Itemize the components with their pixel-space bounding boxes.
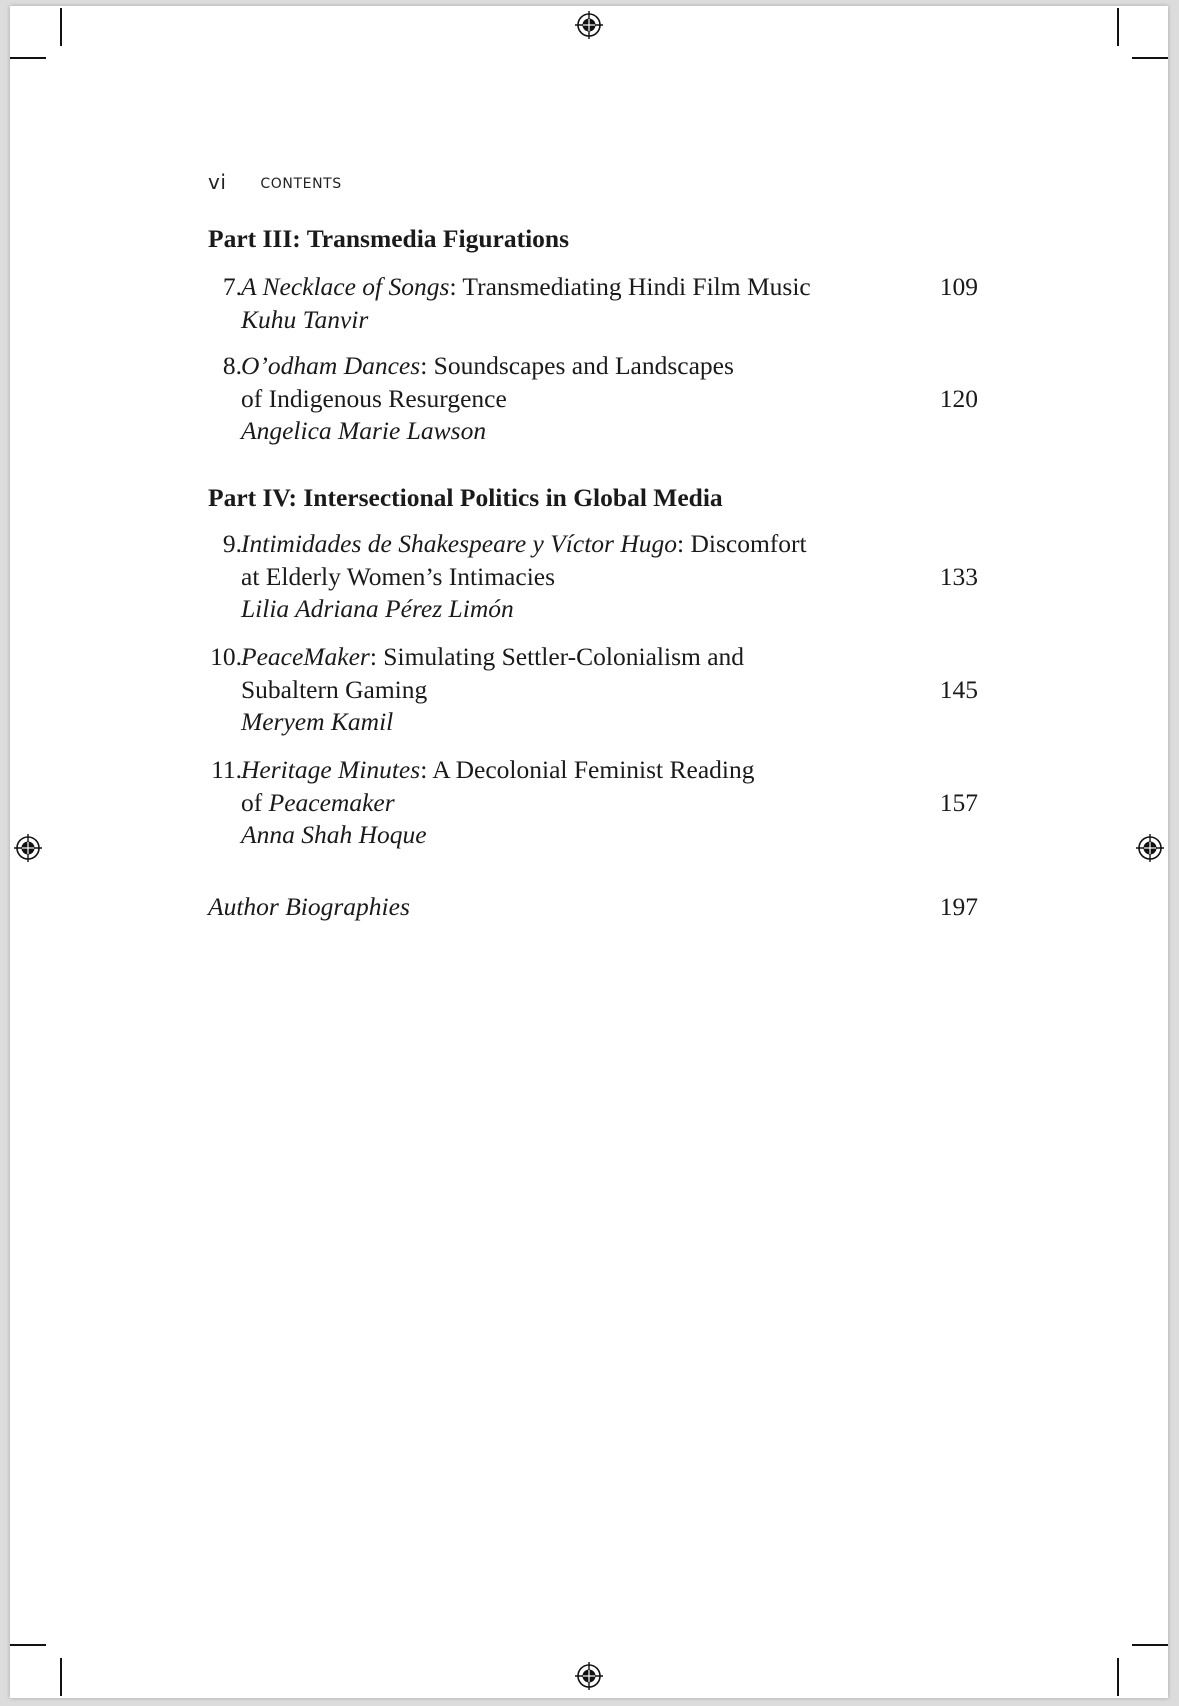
registration-mark-icon	[1135, 833, 1165, 863]
chapter-title	[241, 528, 831, 561]
crop-mark-top-right-horizontal	[1132, 57, 1168, 59]
chapter-title-line2-italic: Peacemaker	[268, 787, 395, 817]
toc-entry[interactable]	[208, 350, 978, 448]
page-number: 133	[939, 561, 978, 591]
crop-mark-bottom-left-vertical	[60, 1658, 62, 1696]
chapter-title	[241, 754, 831, 787]
page-number: 145	[939, 674, 978, 704]
crop-mark-bottom-left-horizontal	[10, 1644, 46, 1646]
chapter-title-rest: : Soundscapes and Landscapes	[420, 351, 734, 380]
registration-mark-icon	[574, 10, 604, 40]
chapter-title	[241, 350, 831, 383]
running-head-label: CONTENTS	[260, 176, 342, 192]
chapter-title-line2-prefix: of	[241, 787, 269, 817]
crop-mark-bottom-right-horizontal	[1132, 1644, 1168, 1646]
page-number: 120	[939, 383, 978, 413]
chapter-number: 7.	[222, 272, 242, 301]
chapter-title-line2: of Indigenous Resurgence	[241, 383, 507, 413]
chapter-author: Meryem Kamil	[241, 707, 394, 736]
chapter-author: Angelica Marie Lawson	[241, 416, 487, 445]
chapter-author: Anna Shah Hoque	[241, 820, 427, 849]
chapter-title-line2	[241, 787, 831, 820]
toc-entry[interactable]	[208, 528, 978, 626]
crop-mark-top-right-vertical	[1117, 8, 1119, 46]
toc-entry-author-biographies[interactable]	[208, 891, 978, 924]
chapter-title-rest: : Discomfort	[677, 529, 807, 558]
chapter-number: 11.	[211, 755, 242, 784]
page-number: 197	[939, 892, 978, 921]
chapter-title-line2: Subaltern Gaming	[241, 674, 428, 704]
chapter-title-rest: : A Decolonial Feminist Reading	[420, 755, 755, 784]
chapter-title-rest: : Simulating Settler-Colonialism and	[369, 642, 745, 671]
chapter-title-italic: Intimidades de Shakespeare y Víctor Hugo	[241, 529, 677, 558]
page-number: 109	[939, 272, 978, 301]
chapter-title-italic: A Necklace of Songs	[241, 272, 450, 301]
crop-mark-bottom-right-vertical	[1117, 1658, 1119, 1696]
part-heading: Part III: Transmedia Figurations	[208, 224, 570, 253]
chapter-number: 9.	[222, 529, 242, 558]
crop-mark-top-left-horizontal	[10, 57, 46, 59]
back-matter-title: Author Biographies	[208, 892, 410, 921]
toc-entry[interactable]	[208, 641, 978, 739]
crop-mark-top-left-vertical	[60, 8, 62, 46]
toc-entry[interactable]	[208, 754, 978, 852]
registration-mark-icon	[574, 1661, 604, 1691]
chapter-author: Lilia Adriana Pérez Limón	[241, 594, 514, 623]
page-folio: vi	[208, 170, 227, 194]
chapter-number: 8.	[222, 351, 242, 380]
chapter-author: Kuhu Tanvir	[241, 304, 369, 334]
page-sheet	[10, 6, 1168, 1698]
chapter-number: 10.	[210, 642, 242, 671]
chapter-title-italic: PeaceMaker	[241, 642, 370, 671]
chapter-title	[241, 641, 831, 674]
toc-entry[interactable]	[208, 271, 978, 336]
chapter-title-rest: : Transmediating Hindi Film Music	[449, 272, 811, 301]
registration-mark-icon	[13, 833, 43, 863]
chapter-title-italic: Heritage Minutes	[241, 755, 421, 784]
part-heading: Part IV: Intersectional Politics in Global Media	[208, 483, 723, 512]
chapter-title-italic: O’odham Dances	[241, 351, 421, 380]
running-head	[208, 170, 342, 194]
page-number: 157	[939, 787, 978, 817]
chapter-title	[241, 271, 831, 304]
chapter-title-line2: at Elderly Women’s Intimacies	[241, 561, 556, 591]
